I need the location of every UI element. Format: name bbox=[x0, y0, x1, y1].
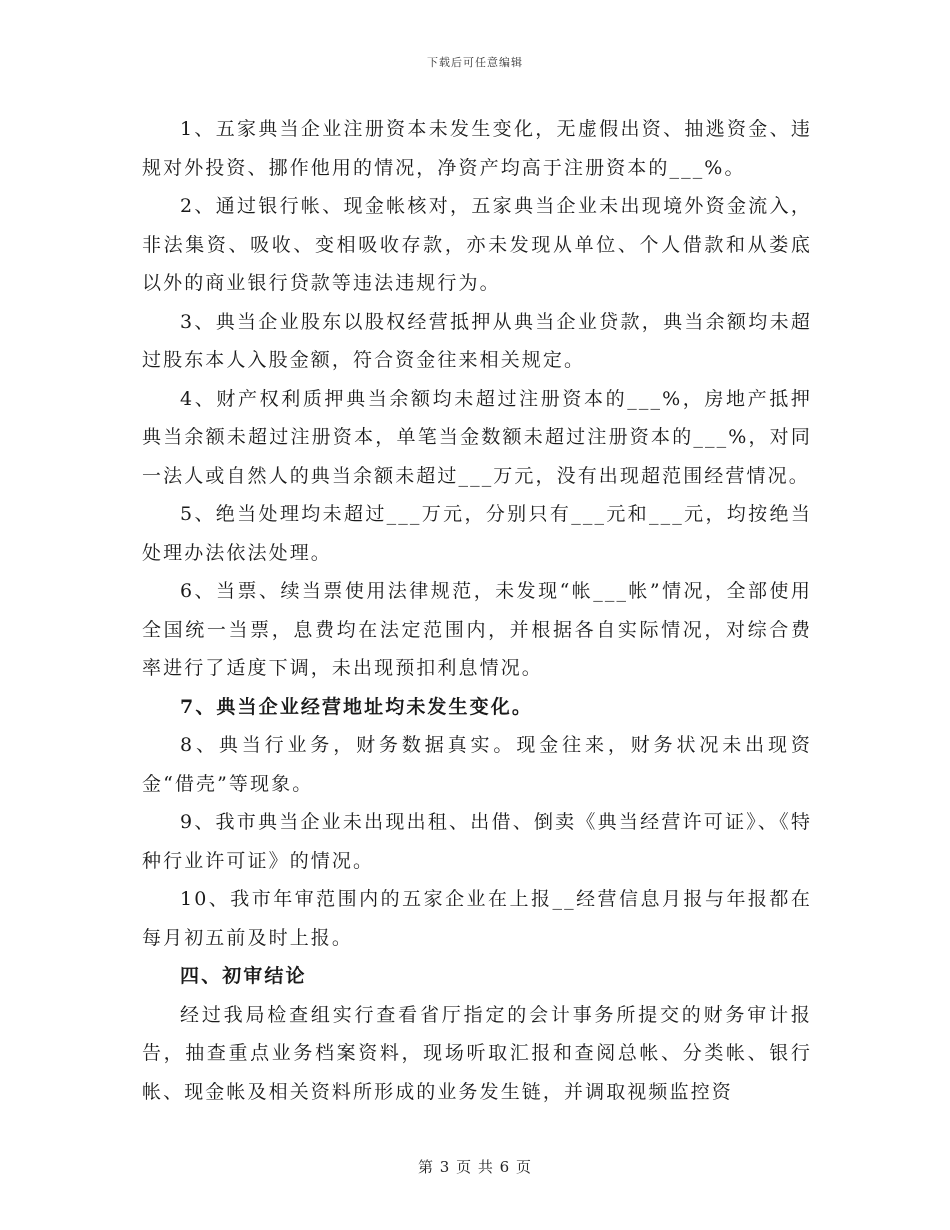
page-number: 第 3 页 共 6 页 bbox=[418, 1158, 532, 1176]
page-header: 下载后可任意编辑 bbox=[427, 56, 523, 69]
paragraph-7: 7、典当企业经营地址均未发生变化。 bbox=[180, 695, 533, 718]
paragraph-8: 8、典当行业务，财务数据真实。现金往来，财务状况未出现资金“借壳”等现象。 bbox=[142, 734, 812, 795]
paragraph-conclusion: 经过我局检查组实行查看省厅指定的会计事务所提交的财务审计报告，抽查重点业务档案资料，现场听取汇报和查阅总帐、分类帐、银行帐、现金帐及相关资料所形成的业务发生链，并调取视频监控资 bbox=[142, 1003, 812, 1103]
paragraph-4: 4、财产权利质押典当余额均未超过注册资本的___%，房地产抵押典当余额未超过注册资本，单笔当金数额未超过注册资本的___%，对同一法人或自然人的典当余额未超过___万元，没有出现超范围经营情况。 bbox=[142, 387, 812, 487]
paragraph-10: 10、我市年审范围内的五家企业在上报__经营信息月报与年报都在每月初五前及时上报。 bbox=[142, 888, 812, 949]
paragraph-5: 5、绝当处理均未超过___万元，分别只有___元和___元，均按绝当处理办法依法处理。 bbox=[142, 503, 812, 564]
paragraph-2: 2、通过银行帐、现金帐核对，五家典当企业未出现境外资金流入，非法集资、吸收、变相吸收存款，亦未发现从单位、个人借款和从娄底以外的商业银行贷款等违法违规行为。 bbox=[142, 195, 812, 294]
paragraph-1: 1、五家典当企业注册资本未发生变化，无虚假出资、抽逃资金、违规对外投资、挪作他用的情况，净资产均高于注册资本的___%。 bbox=[142, 118, 812, 179]
paragraph-9: 9、我市典当企业未出现出租、出借、倒卖《典当经营许可证》、《特种行业许可证》的情况。 bbox=[142, 811, 812, 872]
paragraph-6: 6、当票、续当票使用法律规范，未发现“帐___帐”情况，全部使用全国统一当票，息费均在法定范围内，并根据各自实际情况，对综合费率进行了适度下调，未出现预扣利息情况。 bbox=[142, 580, 812, 679]
paragraph-3: 3、典当企业股东以股权经营抵押从典当企业贷款，典当余额均未超过股东本人入股金额，符合资金往来相关规定。 bbox=[142, 310, 812, 371]
section-heading-conclusion: 四、初审结论 bbox=[180, 965, 307, 987]
document-body bbox=[142, 110, 812, 1111]
